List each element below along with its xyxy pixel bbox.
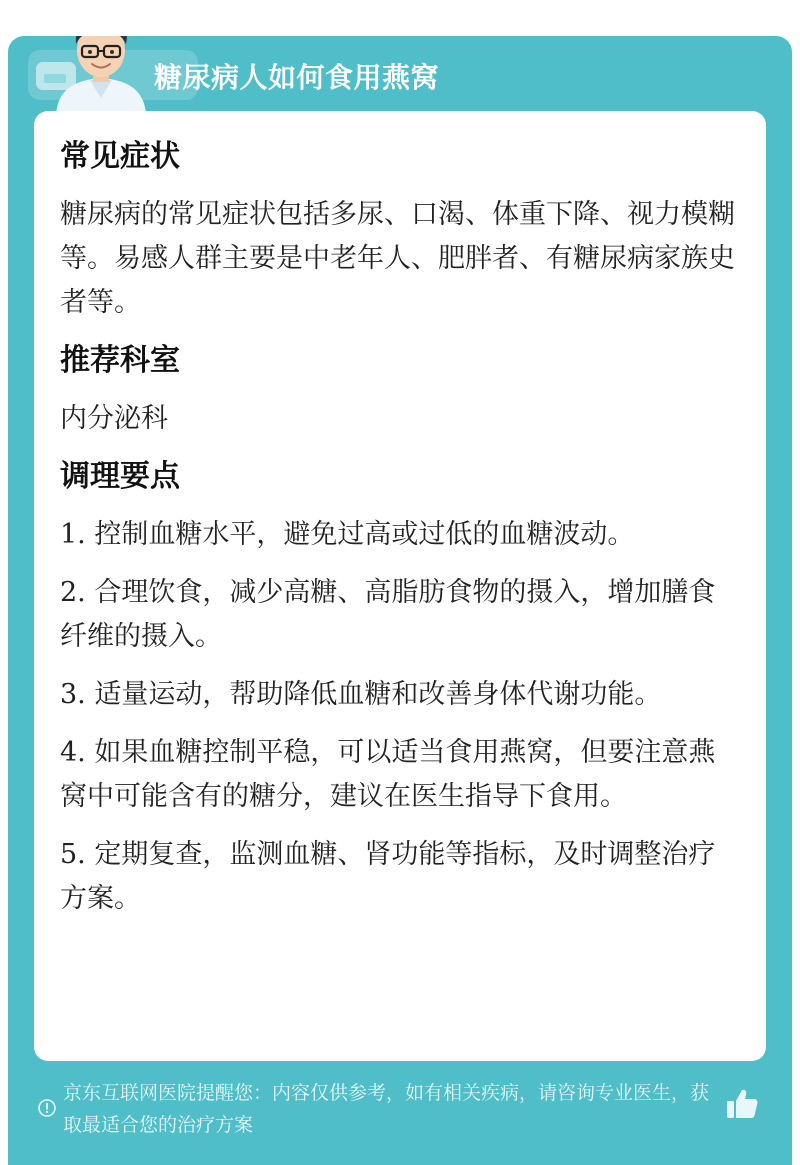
- content-panel: [34, 111, 766, 1061]
- list-item: [60, 731, 740, 819]
- section-title-care-points: 调理要点: [60, 459, 180, 494]
- list-item-number: 5.: [60, 839, 86, 870]
- list-item-number: 4.: [60, 737, 86, 768]
- list-item: [60, 673, 740, 717]
- thumbs-up-icon[interactable]: [724, 1086, 760, 1122]
- list-item-text: 合理饮食，减少高糖、高脂肪食物的摄入，增加膳食纤维的摄入。: [60, 577, 716, 652]
- list-item: [60, 513, 740, 557]
- list-item-text: 适量运动，帮助降低血糖和改善身体代谢功能。: [94, 679, 662, 710]
- list-item: [60, 571, 740, 659]
- disclaimer-footer: [37, 1077, 727, 1141]
- department-text: 内分泌科: [60, 403, 168, 434]
- list-item-text: 控制血糖水平，避免过高或过低的血糖波动。: [94, 519, 635, 550]
- page-title: 糖尿病人如何食用燕窝: [154, 61, 440, 94]
- list-item-number: 3.: [60, 679, 86, 710]
- list-item-text: 定期复查，监测血糖、肾功能等指标，及时调整治疗方案。: [60, 839, 716, 914]
- list-item-number: 2.: [60, 577, 86, 608]
- section-title-symptoms: 常见症状: [60, 139, 180, 174]
- list-item-number: 1.: [60, 519, 86, 550]
- symptoms-text: 糖尿病的常见症状包括多尿、口渴、体重下降、视力模糊等。易感人群主要是中老年人、肥胖者、有糖尿病家族史者等。: [60, 199, 735, 318]
- disclaimer-text: 京东互联网医院提醒您：内容仅供参考，如有相关疾病，请咨询专业医生，获取最适合您的治疗方案: [63, 1082, 710, 1136]
- doctor-avatar-icon: [46, 36, 156, 114]
- list-item-text: 如果血糖控制平稳，可以适当食用燕窝，但要注意燕窝中可能含有的糖分，建议在医生指导下食用。: [60, 737, 716, 812]
- section-title-department: 推荐科室: [60, 343, 180, 378]
- list-item: [60, 833, 740, 921]
